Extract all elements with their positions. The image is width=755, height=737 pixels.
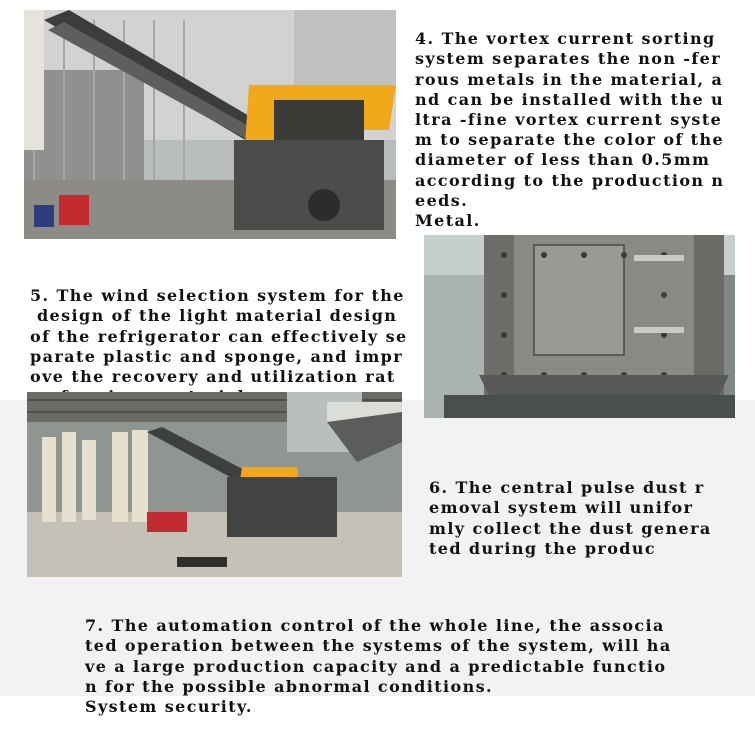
section-5-line: parate plastic and sponge, and impr <box>30 346 404 366</box>
plant-overview-photo <box>27 392 402 577</box>
section-6-line: ted during the produc <box>429 538 657 558</box>
section-6-text <box>429 458 712 579</box>
section-4-line: 4. The vortex current sorting <box>415 29 716 49</box>
conveyor-crusher-photo <box>24 10 396 239</box>
section-4-line: ltra -fine vortex current syste <box>415 110 723 130</box>
section-4-text <box>415 9 724 251</box>
section-7-text <box>85 596 672 737</box>
section-6-line: mly collect the dust genera <box>429 518 712 538</box>
section-4-line: nd can be installed with the u <box>415 89 725 109</box>
section-7-line: n for the possible abnormal conditions. <box>85 676 493 696</box>
section-4-line: m to separate the color of the <box>415 130 725 150</box>
section-7-line: System security. <box>85 697 253 717</box>
section-4-line: eeds. <box>415 190 469 210</box>
section-4-line: system separates the non -fer <box>415 49 722 69</box>
section-5-line: ove the recovery and utilization rat <box>30 367 396 387</box>
section-7-line: 7. The automation control of the whole line, the associa <box>85 616 665 636</box>
pulse-dust-collector-photo <box>424 235 735 418</box>
section-5-line: 5. The wind selection system for the <box>30 286 405 306</box>
section-5-line: of the refrigerator can effectively se <box>30 326 408 346</box>
section-4-line: Metal. <box>415 211 481 231</box>
section-7-line: ted operation between the systems of the system, will ha <box>85 636 672 656</box>
section-6-line: emoval system will unifor <box>429 498 694 518</box>
section-6-line: 6. The central pulse dust r <box>429 478 705 498</box>
section-4-line: rous metals in the material, a <box>415 69 724 89</box>
section-5-line: design of the light material design <box>30 306 398 326</box>
section-4-line: according to the production n <box>415 170 725 190</box>
section-4-line: diameter of less than 0.5mm <box>415 150 711 170</box>
section-7-line: ve a large production capacity and a predictable functio <box>85 656 667 676</box>
